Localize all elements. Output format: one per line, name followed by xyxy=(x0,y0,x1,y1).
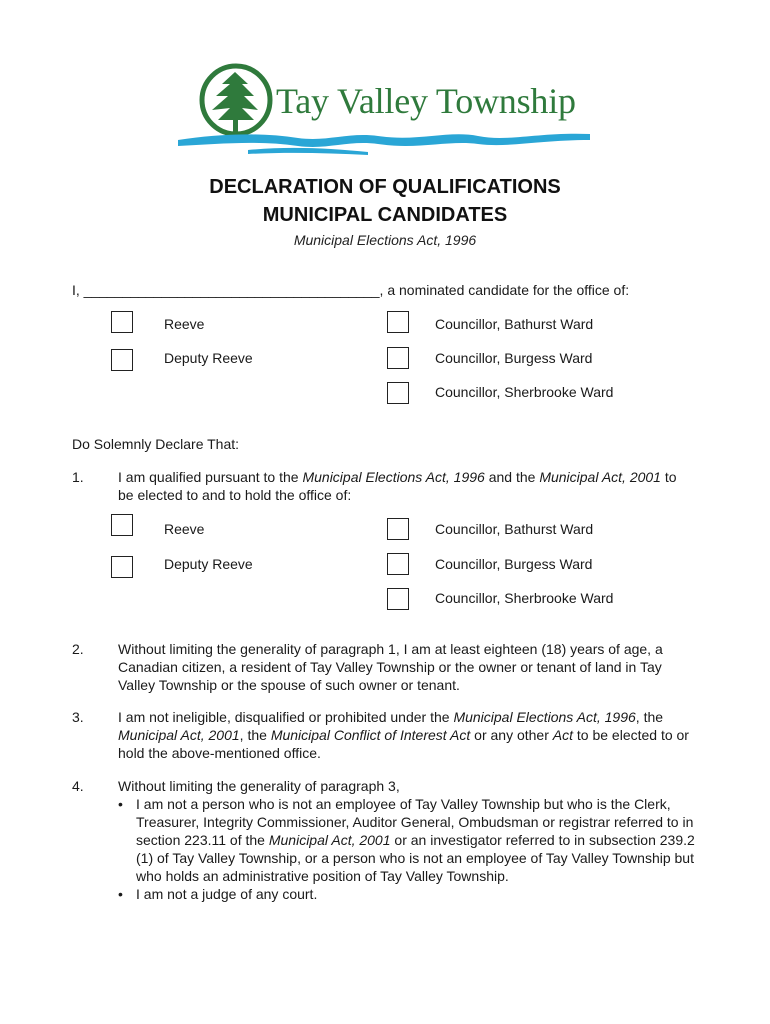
item-number-3: 3. xyxy=(72,709,84,725)
office-label-burgess-1: Councillor, Burgess Ward xyxy=(435,350,593,366)
checkbox-councillor-sherbrooke-2[interactable] xyxy=(387,588,409,610)
checkbox-reeve-1[interactable] xyxy=(111,311,133,333)
office-label-sherbrooke-2: Councillor, Sherbrooke Ward xyxy=(435,590,614,606)
checkbox-reeve-2[interactable] xyxy=(111,514,133,536)
list-item: • I am not a person who is not an employee of Tay Valley Township but who is the Clerk, Treasurer, Integrity Commissioner, Auditor General, Ombudsman or registrar referred to in section 223.11 of the Municipal Act, 2001 or an investigator referred to in subsection 239.2 (1) of Tay Valley Township, or a person who is not an employee of Tay Valley Township but who holds an administrative position of Tay Valley Township. xyxy=(118,796,695,884)
checkbox-councillor-sherbrooke-1[interactable] xyxy=(387,382,409,404)
checkbox-councillor-bathurst-2[interactable] xyxy=(387,518,409,540)
checkbox-councillor-burgess-2[interactable] xyxy=(387,553,409,575)
intro-suffix: , a nominated candidate for the office of: xyxy=(379,282,630,298)
checkbox-deputy-reeve-2[interactable] xyxy=(111,556,133,578)
document-title-line1: DECLARATION OF QUALIFICATIONS xyxy=(209,176,561,198)
office-label-bathurst-2: Councillor, Bathurst Ward xyxy=(435,521,594,537)
item-number-2: 2. xyxy=(72,641,84,657)
logo-wordmark: Tay Valley Township xyxy=(276,81,576,121)
item-4-intro: Without limiting the generality of paragraph 3, xyxy=(118,778,400,794)
checkbox-councillor-bathurst-1[interactable] xyxy=(387,311,409,333)
office-label-deputy-reeve-2: Deputy Reeve xyxy=(164,556,253,572)
document-subtitle: Municipal Elections Act, 1996 xyxy=(293,232,477,248)
list-item: • I am not a judge of any court. xyxy=(118,886,318,902)
intro-line xyxy=(72,281,629,299)
office-label-burgess-2: Councillor, Burgess Ward xyxy=(435,556,593,572)
bullet-icon: • xyxy=(118,886,123,902)
document-title-line2: MUNICIPAL CANDIDATES xyxy=(262,204,508,226)
intro-prefix: I, xyxy=(72,282,80,298)
checkbox-deputy-reeve-1[interactable] xyxy=(111,349,133,371)
declare-heading: Do Solemnly Declare That: xyxy=(72,436,240,452)
item-4-bullet-list xyxy=(116,795,698,903)
office-label-sherbrooke-1: Councillor, Sherbrooke Ward xyxy=(435,384,614,400)
name-blank[interactable]: ______________________________________ xyxy=(83,282,380,298)
checkbox-councillor-burgess-1[interactable] xyxy=(387,347,409,369)
office-label-bathurst-1: Councillor, Bathurst Ward xyxy=(435,316,594,332)
item-number-4: 4. xyxy=(72,778,84,794)
bullet-icon: • xyxy=(118,796,123,812)
office-label-reeve-2: Reeve xyxy=(164,521,205,537)
item-1-text: I am qualified pursuant to the Municipal Elections Act, 1996 and the Municipal Act, 2001 to be elected to and to hold the office of: xyxy=(118,469,677,503)
item-2-text: Without limiting the generality of paragraph 1, I am at least eighteen (18) years of age, a Canadian citizen, a resident of Tay Valley Township or the owner or tenant of land in Tay Valley Township or the spouse of such owner or tenant. xyxy=(118,641,663,693)
office-label-reeve-1: Reeve xyxy=(164,316,205,332)
item-3-text: I am not ineligible, disqualified or prohibited under the Municipal Elections Act, 1996, the Municipal Act, 2001, the Municipal Conflict of Interest Act or any other Act to be elected to or hold the above-mentioned office. xyxy=(118,709,689,761)
office-label-deputy-reeve-1: Deputy Reeve xyxy=(164,350,253,366)
item-number-1: 1. xyxy=(72,469,84,485)
